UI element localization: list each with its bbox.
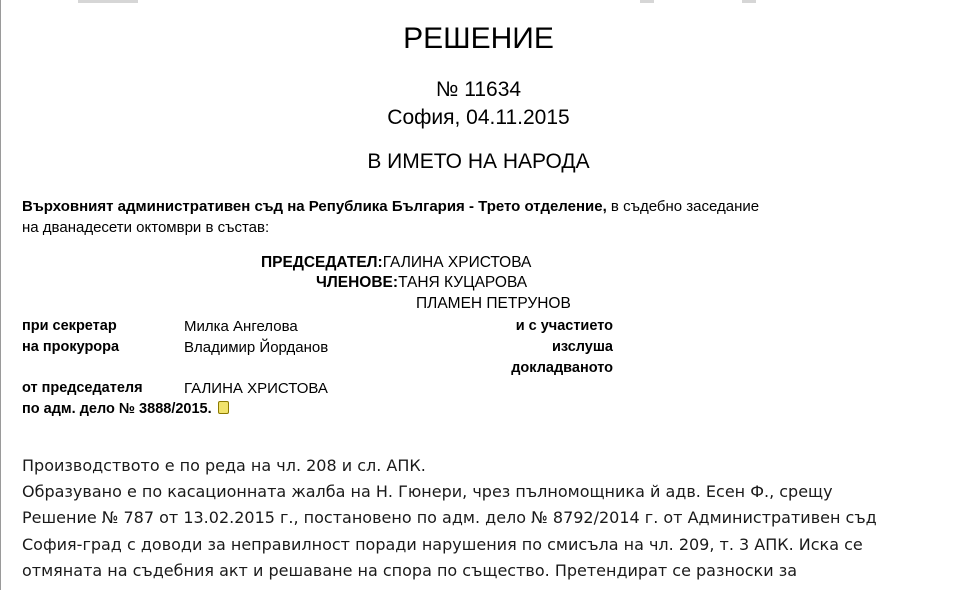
case-reference-row (22, 401, 229, 417)
body-line: Производството е по реда на чл. 208 и сл. АПК. (22, 456, 426, 475)
place-and-date: София, 04.11.2015 (387, 106, 570, 129)
intro-line-2: на дванадесети октомври в състав: (22, 219, 270, 236)
cropped-top-fragment (640, 0, 654, 3)
reporter-name: ГАЛИНА ХРИСТОВА (184, 380, 328, 397)
secretary-name: Милка Ангелова (184, 318, 298, 335)
member-name: ТАНЯ КУЦАРОВА (398, 274, 528, 291)
body-line: Образувано е по касационната жалба на Н. Гюнери, чрез пълномощника й адв. Есен Ф., срещу (22, 482, 833, 502)
heard-text: изслуша (551, 339, 613, 355)
member-name: ПЛАМЕН ПЕТРУНОВ (416, 295, 571, 312)
secretary-label: при секретар (22, 318, 117, 334)
decision-body (22, 453, 942, 584)
chair-name: ГАЛИНА ХРИСТОВА (382, 254, 532, 271)
body-line: отмяната на съдебния акт и решаване на спора по същество. Претендират се разноски за (22, 560, 797, 580)
chair-label: ПРЕДСЕДАТЕЛ: (261, 254, 383, 271)
in-the-name-of-people-heading: В ИМЕТО НА НАРОДА (367, 150, 590, 173)
prosecutor-label: на прокурора (22, 339, 120, 355)
court-name: Върховният административен съд на Република България - Трето отделение, (22, 198, 607, 215)
members-label: ЧЛЕНОВЕ: (316, 274, 399, 291)
reported-text: докладваното (511, 360, 613, 376)
case-reference: по адм. дело № 3888/2015. (22, 401, 212, 417)
reporter-label: от председателя (22, 380, 143, 396)
document-title: РЕШЕНИЕ (403, 22, 554, 55)
body-line: София-град с доводи за неправилност поради нарушения по смисъла на чл. 209, т. 3 АПК. Иска се (22, 534, 863, 554)
cropped-top-fragment (742, 0, 756, 3)
panel-chair-row (261, 254, 531, 272)
body-line: Решение № 787 от 13.02.2015 г., постановено по адм. дело № 8792/2014 г. от Административен съд (22, 508, 877, 528)
participation-text: и с участието (515, 318, 613, 334)
panel-members-row (316, 274, 527, 292)
intro-continuation: в съдебно заседание (606, 198, 760, 215)
note-icon[interactable] (218, 401, 229, 414)
cropped-top-fragment (78, 0, 138, 3)
prosecutor-name: Владимир Йорданов (184, 339, 329, 356)
decision-number: № 11634 (435, 78, 522, 101)
court-intro-paragraph (22, 196, 947, 238)
